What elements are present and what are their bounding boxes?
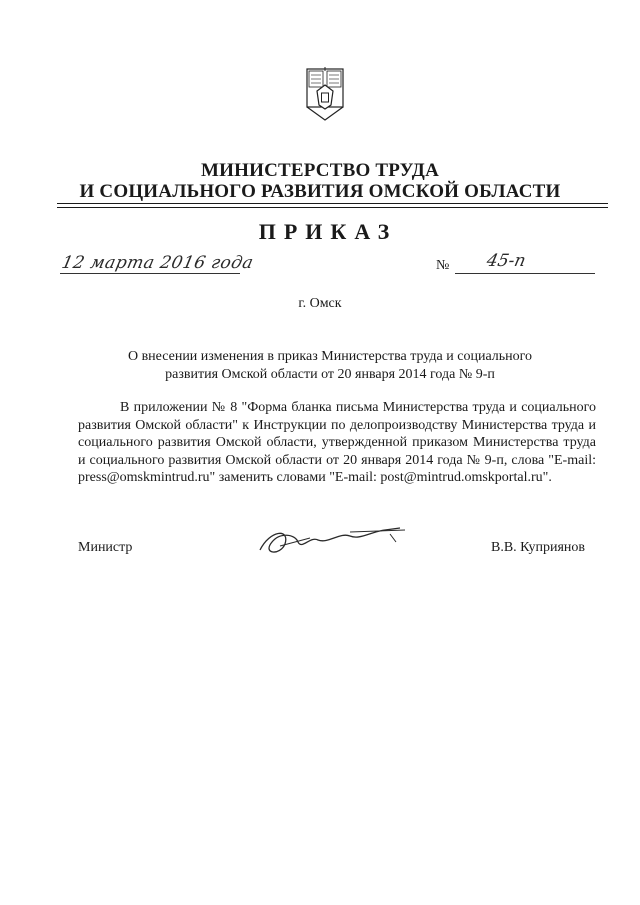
ministry-name-line2: И СОЦИАЛЬНОГО РАЗВИТИЯ ОМСКОЙ ОБЛАСТИ <box>79 181 561 202</box>
signatory-name: В.В. Куприянов <box>491 540 585 555</box>
handwritten-order-number: 45-п <box>484 251 528 271</box>
handwritten-signature-icon <box>250 520 410 560</box>
date-underline <box>60 273 240 274</box>
order-body-paragraph: В приложении № 8 "Форма бланка письма Министерства труда и социального развития Омской области" к Инструкции по делопроизводству Министерства труда и социального развития Омской области, утвержденной приказом Министерства труда и социального развития Омской области от 20 января 2014 года № 9-п, слова "E-mail: press@omskmintrud.ru" заменить словами "E-mail: post@mintrud.omskportal.ru". <box>78 400 596 485</box>
coat-of-arms-icon <box>303 65 347 123</box>
city: г. Омск <box>298 296 342 311</box>
header-rule-thick <box>57 203 608 204</box>
number-sign: № <box>436 258 450 273</box>
header-rule-thin <box>57 207 608 208</box>
number-underline <box>455 273 595 274</box>
order-title: ПРИКАЗ <box>258 219 398 244</box>
signatory-role: Министр <box>78 540 133 555</box>
handwritten-date: 12 марта 2016 года <box>59 253 256 273</box>
ministry-name-line1: МИНИСТЕРСТВО ТРУДА <box>201 160 439 181</box>
order-subject: О внесении изменения в приказ Министерства труда и социального развития Омской области от 20 января 2014 года № 9-п <box>127 349 533 382</box>
